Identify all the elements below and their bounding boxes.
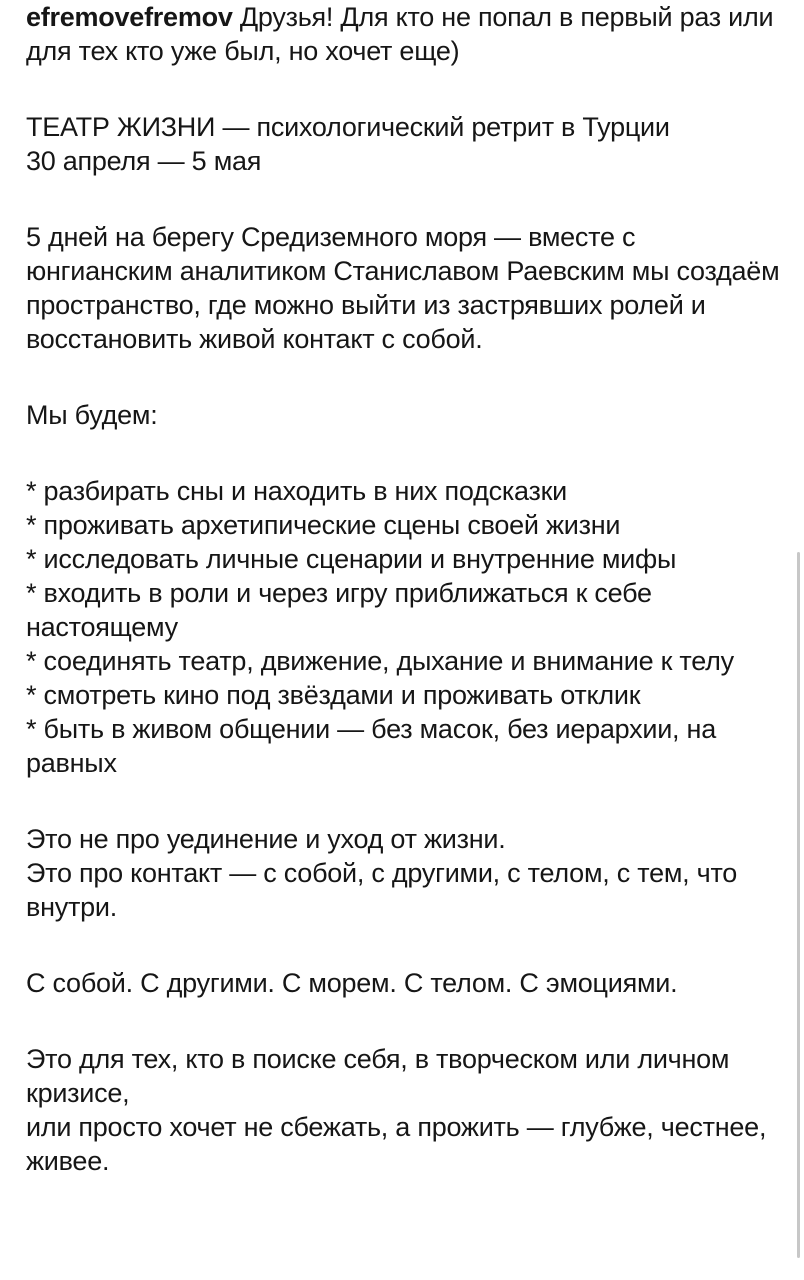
list-item: * исследовать личные сценарии и внутренние мифы — [26, 544, 677, 574]
list-heading: Мы будем: — [26, 400, 158, 430]
list-item: * разбирать сны и находить в них подсказки — [26, 476, 567, 506]
intro-text: Друзья! Для кто не попал в первый раз или для тех кто уже был, но хочет еще) — [26, 2, 774, 66]
spacer — [26, 356, 786, 398]
statement-line: Это не про уединение и уход от жизни. — [26, 824, 506, 854]
spacer — [26, 68, 786, 110]
retreat-title: ТЕАТР ЖИЗНИ — психологический ретрит в Турции — [26, 112, 670, 142]
spacer — [26, 1000, 786, 1042]
list-item: * проживать архетипические сцены своей жизни — [26, 510, 621, 540]
post-caption — [26, 0, 786, 1178]
caption-intro — [26, 0, 786, 68]
list-item: * соединять театр, движение, дыхание и внимание к телу — [26, 646, 734, 676]
audience-line: или просто хочет не сбежать, а прожить — глубже, честнее, живее. — [26, 1112, 767, 1176]
spacer — [26, 178, 786, 220]
retreat-description: 5 дней на берегу Средиземного моря — вместе с юнгианским аналитиком Станиславом Раевским мы создаём пространство, где можно выйти из застрявших ролей и восстановить живой контакт с собой. — [26, 222, 780, 354]
audience-line: Это для тех, кто в поиске себя, в творческом или личном кризисе, — [26, 1044, 730, 1108]
list-item: * смотреть кино под звёздами и проживать отклик — [26, 680, 641, 710]
scrollbar[interactable] — [797, 552, 800, 1258]
spacer — [26, 780, 786, 822]
tagline: С собой. С другими. С морем. С телом. С эмоциями. — [26, 968, 678, 998]
spacer — [26, 432, 786, 474]
list-item: * входить в роли и через игру приближаться к себе настоящему — [26, 578, 652, 642]
spacer — [26, 924, 786, 966]
username-link[interactable]: efremovefremov — [26, 2, 233, 32]
statement-line: Это про контакт — с собой, с другими, с телом, с тем, что внутри. — [26, 858, 738, 922]
list-item: * быть в живом общении — без масок, без иерархии, на равных — [26, 714, 716, 778]
retreat-dates: 30 апреля — 5 мая — [26, 146, 262, 176]
